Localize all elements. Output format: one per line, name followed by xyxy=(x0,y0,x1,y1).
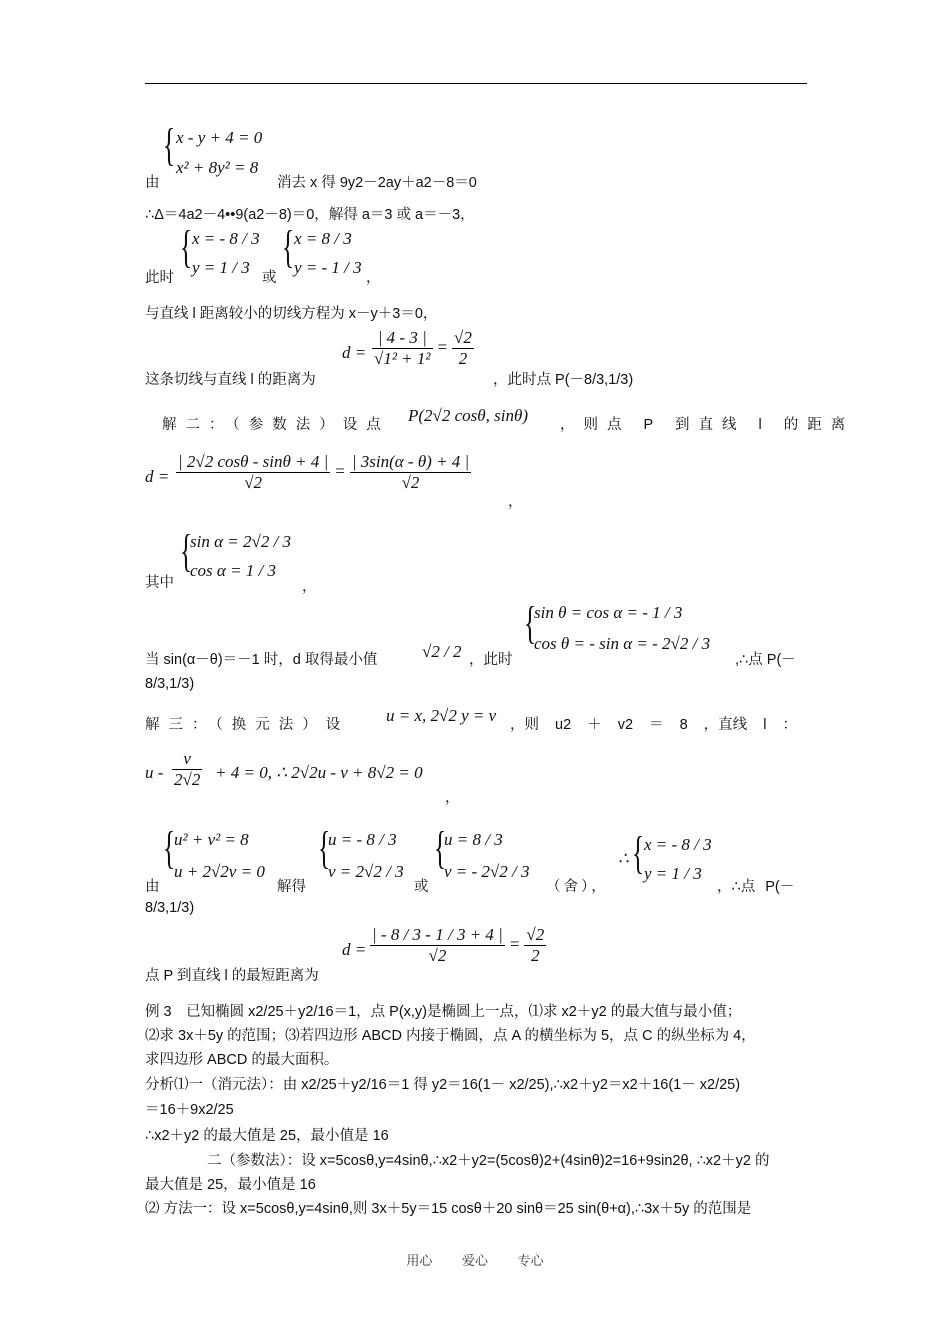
brace: { xyxy=(632,827,645,878)
formula: u = x, 2√2 y = v xyxy=(386,706,497,725)
text: ，此时点 P(－8/3,1/3) xyxy=(493,372,634,388)
system-equation: u + 2√2v = 0 xyxy=(174,862,265,881)
text: 由 xyxy=(145,175,160,191)
system-equation: u = 8 / 3 xyxy=(444,830,503,849)
text: 消去 x 得 9y2－2ay＋a2－8＝0 xyxy=(277,175,477,191)
system-equation: x - y + 4 = 0 xyxy=(176,128,263,147)
system-equation: cos θ = - sin α = - 2√2 / 3 xyxy=(534,634,711,653)
system-equation: u² + v² = 8 xyxy=(174,830,249,849)
fraction xyxy=(172,749,202,790)
system-equation: x = - 8 / 3 xyxy=(644,835,712,854)
system-equation: u = - 8 / 3 xyxy=(328,830,397,849)
text: ，则 u2 ＋ v2 ＝ 8 ，直线 l ： xyxy=(510,717,797,733)
text: 当 sin(α－θ)＝－1 时，d 取得最小值 xyxy=(145,652,378,668)
denominator: √1² + 1² xyxy=(374,349,431,368)
system-equation: x = 8 / 3 xyxy=(294,229,352,248)
numerator: | - 8 / 3 - 1 / 3 + 4 | xyxy=(372,925,503,944)
text: 点 P 到直线 l 的最短距离为 xyxy=(145,968,319,984)
paragraph-line: ∴x2＋y2 的最大值是 25，最小值是 16 xyxy=(145,1128,389,1144)
denominator: 2√2 xyxy=(174,770,201,789)
paragraph-line: ⑵求 3x＋5y 的范围；⑶若四边形 ABCD 内接于椭圆，点 A 的横坐标为 5，点 C 的纵坐标为 4， xyxy=(145,1028,756,1044)
brace: { xyxy=(282,221,295,272)
system-equation: v = - 2√2 / 3 xyxy=(444,862,530,881)
formula: d = xyxy=(342,940,367,959)
brace: { xyxy=(163,119,176,170)
fraction xyxy=(370,925,546,966)
numerator: v xyxy=(172,749,202,770)
paragraph-line: 二（参数法）：设 x=5cosθ,y=4sinθ,∴x2＋y2=(5cosθ)2+(4sinθ)2=16+9sin2θ, ∴x2＋y2 的 xyxy=(207,1153,770,1169)
page-footer: 用心 爱心 专心 xyxy=(406,1253,544,1268)
paragraph-line: ⑵ 方法一：设 x=5cosθ,y=4sinθ,则 3x＋5y＝15 cosθ＋20 sinθ＝25 sin(θ+α),∴3x＋5y 的范围是 xyxy=(145,1201,752,1217)
text: ，∴点 P(－ xyxy=(717,879,795,895)
denominator: 2 xyxy=(531,946,540,965)
text: 解二：（参数法）设点 xyxy=(162,417,390,433)
text: ,∴点 P(－ xyxy=(735,652,796,668)
formula: d = xyxy=(342,343,367,362)
system-equation: sin α = 2√2 / 3 xyxy=(190,532,292,551)
formula: d = xyxy=(145,467,170,486)
system-equation: x² + 8y² = 8 xyxy=(176,158,259,177)
text: 其中 xyxy=(145,575,174,591)
text: 解得 xyxy=(277,879,306,895)
formula: u - xyxy=(145,763,164,782)
text: ∴Δ＝4a2－4••9(a2－8)＝0，解得 a＝3 或 a＝－3， xyxy=(145,207,475,223)
numerator: | 4 - 3 | xyxy=(372,328,433,349)
text: 与直线 l 距离较小的切线方程为 x－y＋3＝0， xyxy=(145,306,438,322)
therefore-symbol: ∴ xyxy=(618,849,629,868)
text: （舍）， xyxy=(546,879,609,895)
text: 这条切线与直线 l 的距离为 xyxy=(145,372,316,388)
formula: √2 / 2 xyxy=(422,642,462,661)
brace: { xyxy=(318,822,331,873)
formula: + 4 = 0, ∴ 2√2u - v + 8√2 = 0 xyxy=(215,763,423,782)
formula: P(2√2 cosθ, sinθ) xyxy=(408,406,528,425)
brace: { xyxy=(434,822,447,873)
text: ， xyxy=(302,579,317,595)
text: 或 xyxy=(262,270,277,286)
text: 8/3,1/3) xyxy=(145,676,195,692)
numerator: | 2√2 cosθ - sinθ + 4 | xyxy=(178,452,329,471)
system-equation: sin θ = cos α = - 1 / 3 xyxy=(534,603,683,622)
text: 由 xyxy=(145,879,160,895)
equals: = xyxy=(436,337,449,357)
brace: { xyxy=(524,597,537,648)
numerator: √2 xyxy=(454,328,472,347)
numerator: √2 xyxy=(526,925,545,944)
numerator: | 3sin(α - θ) + 4 | xyxy=(351,452,470,471)
system-equation: y = - 1 / 3 xyxy=(294,258,362,277)
paragraph-line: ＝16＋9x2/25 xyxy=(145,1102,234,1118)
denominator: √2 xyxy=(401,473,420,492)
header-rule xyxy=(145,83,807,84)
text: 解三：（换元法）设 xyxy=(145,717,350,733)
denominator: 2 xyxy=(458,349,468,368)
paragraph-line: 求四边形 ABCD 的最大面积。 xyxy=(145,1052,339,1068)
text: 8/3,1/3) xyxy=(145,900,195,916)
text: ， xyxy=(445,790,460,806)
system-equation: x = - 8 / 3 xyxy=(192,229,260,248)
system-equation: v = 2√2 / 3 xyxy=(328,862,404,881)
brace: { xyxy=(180,525,193,576)
text: ， xyxy=(508,494,523,510)
text: ， xyxy=(366,270,381,286)
paragraph-line: 分析⑴一（消元法）：由 x2/25＋y2/16＝1 得 y2＝16(1－ x2/25),∴x2＋y2＝x2＋16(1－ x2/25) xyxy=(145,1077,741,1093)
brace: { xyxy=(163,822,176,873)
paragraph-line: 最大值是 25，最小值是 16 xyxy=(145,1177,316,1193)
denominator: √2 xyxy=(428,946,447,965)
system-equation: y = 1 / 3 xyxy=(644,864,702,883)
denominator: √2 xyxy=(244,473,263,492)
text: ，此时 xyxy=(469,652,513,668)
text: 此时 xyxy=(145,270,174,286)
fraction xyxy=(372,328,474,369)
brace: { xyxy=(180,221,193,272)
system-equation: y = 1 / 3 xyxy=(192,258,250,277)
system-equation: cos α = 1 / 3 xyxy=(190,561,277,580)
paragraph-line: 例 3 已知椭圆 x2/25＋y2/16＝1，点 P(x,y)是椭圆上一点，⑴求 x2＋y2 的最大值与最小值； xyxy=(145,1004,742,1020)
equals: = xyxy=(508,934,521,954)
equals: = xyxy=(334,461,346,481)
text: ，则点 P 到直线 l 的距离 xyxy=(560,417,855,433)
fraction xyxy=(176,452,471,493)
text: 或 xyxy=(414,879,429,895)
